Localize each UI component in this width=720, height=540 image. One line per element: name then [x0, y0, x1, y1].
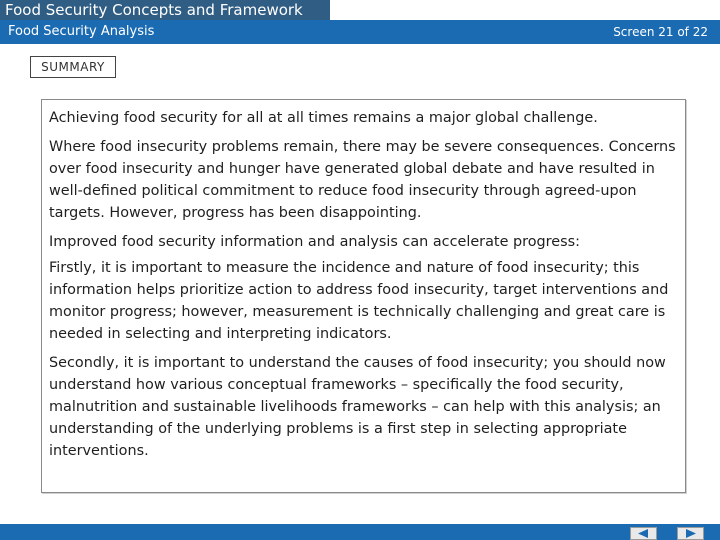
screen-counter: Screen 21 of 22 — [613, 25, 708, 39]
summary-paragraph-2: Where food insecurity problems remain, there may be severe consequences. Concerns over food insecurity and hunger have generated global debate and have resulted in well-defined political commitment to reduce food insecurity through agreed-upon targets. However, progress has been disappointing. — [49, 139, 676, 221]
summary-tab: SUMMARY — [30, 56, 116, 78]
summary-paragraph-5: Secondly, it is important to understand the causes of food insecurity; you should now understand how various conceptual frameworks – specifically the food security, malnutrition and sustainable livelihoods frameworks – can help with this analysis; an understanding of the underlying problems is a first step in selecting appropriate interventions. — [49, 355, 666, 459]
lesson-title: Food Security Analysis — [8, 24, 155, 39]
lesson-header — [0, 20, 720, 44]
previous-screen-button[interactable] — [630, 527, 657, 540]
next-screen-button[interactable] — [677, 527, 704, 540]
triangle-right-icon — [678, 528, 703, 539]
summary-paragraph-1: Achieving food security for all at all times remains a major global challenge. — [49, 110, 598, 126]
summary-content — [41, 99, 686, 493]
summary-paragraph-4: Firstly, it is important to measure the incidence and nature of food insecurity; this information helps prioritize action to address food insecurity, target interventions and monitor progress; however, measurement is technically challenging and great care is needed in selecting and interpreting indicators. — [49, 260, 669, 342]
course-title: Food Security Concepts and Framework — [0, 0, 330, 20]
bottom-nav-bar — [0, 524, 720, 540]
triangle-left-icon — [631, 528, 656, 539]
summary-paragraph-3: Improved food security information and analysis can accelerate progress: — [49, 234, 580, 250]
